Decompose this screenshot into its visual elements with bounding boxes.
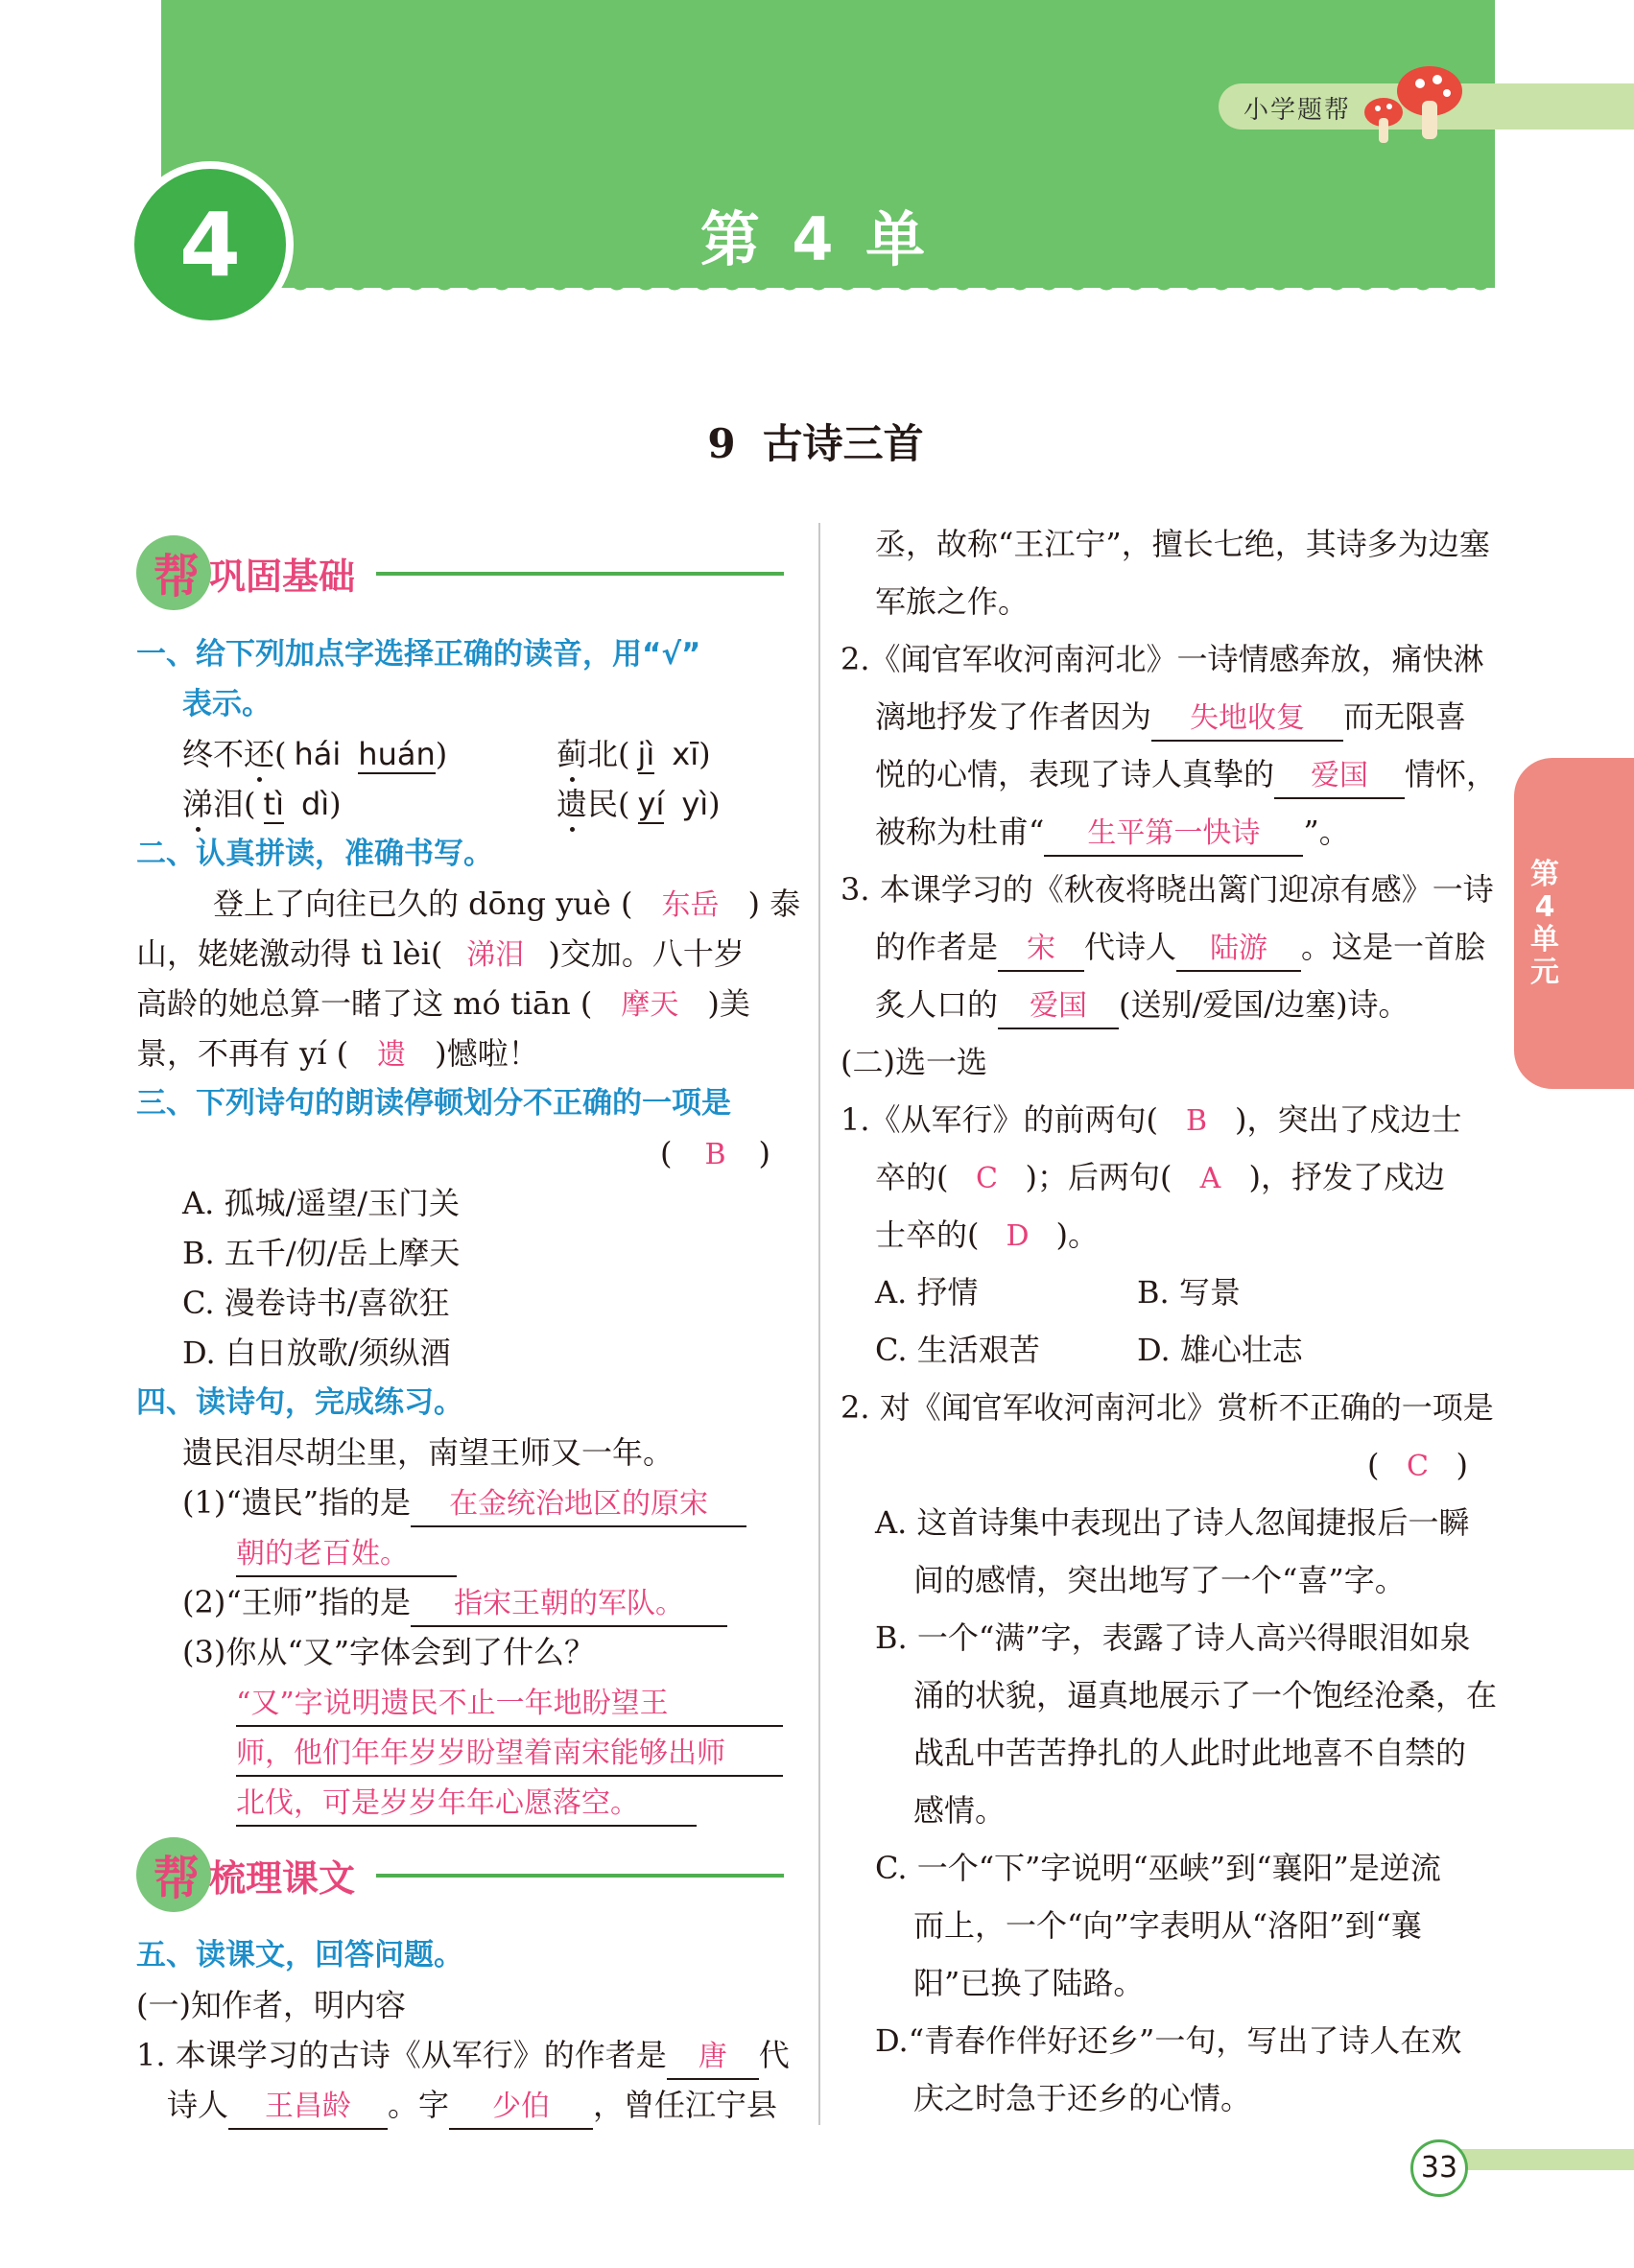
answer: 唐: [667, 2036, 759, 2080]
q4-title: 四、读诗句，完成练习。: [136, 1385, 463, 1420]
q5-select-2-stem: 2. 对《闻官军收河南河北》赏析不正确的一项是: [841, 1389, 1494, 1426]
brand-label: 小学题帮: [1243, 96, 1352, 125]
answer: 摩天: [621, 988, 679, 1022]
text: 被称为杜甫“: [875, 814, 1045, 850]
text: 情怀，: [1405, 756, 1498, 792]
word-text: 北(: [587, 736, 630, 772]
q3-option-a: A. 孤城/遥望/玉门关: [182, 1185, 461, 1221]
pinyin-option-selected[interactable]: jì: [637, 736, 655, 772]
section-title: 巩固基础: [209, 555, 356, 598]
text: )。: [1055, 1217, 1099, 1253]
q2-line-1: [213, 883, 800, 927]
q5-select-2-c-3: 阳”已换了陆路。: [913, 1965, 1145, 2001]
q5-sub-1: (一)知作者，明内容: [136, 1987, 406, 2023]
answer: 生平第一快诗: [1044, 813, 1303, 857]
q5-item-3-line-3: [875, 983, 1409, 1029]
q3-answer-line: [660, 1132, 770, 1176]
answer: 师，他们年年岁岁盼望着南宋能够出师: [236, 1733, 783, 1777]
text: )，突出了戍边士: [1235, 1101, 1462, 1138]
pinyin-option-selected[interactable]: tì: [263, 786, 284, 822]
answer: B: [1186, 1104, 1208, 1138]
q2-title: 二、认真拼读，准确书写。: [136, 837, 493, 871]
q5-select-2-c-1: C. 一个“下”字说明“巫峡”到“襄阳”是逆流: [875, 1850, 1441, 1886]
answer: 少伯: [449, 2086, 593, 2130]
q5-item-2-line-2: [875, 696, 1466, 742]
answer: 东岳: [661, 888, 720, 922]
dotted-char: 蓟: [557, 736, 588, 772]
text: 诗人: [167, 2087, 229, 2123]
text: 山，姥姥激动得 tì lèi(: [136, 935, 443, 972]
q5-select-2-a-1: A. 这首诗集中表现出了诗人忽闻捷报后一瞬: [875, 1504, 1470, 1541]
q2-line-3: [136, 982, 750, 1027]
word-text: 泪(: [213, 786, 256, 822]
text: )美: [707, 985, 750, 1022]
q5-item-2-line-3: [875, 753, 1497, 799]
text: (2)“王师”指的是: [182, 1584, 412, 1620]
lesson-name: 古诗三首: [762, 420, 924, 467]
answer: 涕泪: [466, 938, 525, 972]
q5-select-2-d-1: D.“青春作伴好还乡”一句，写出了诗人在欢: [875, 2022, 1462, 2059]
q4-part-3-ans-1: [236, 1681, 783, 1727]
q4-part-3-ans-2: [236, 1731, 783, 1777]
paren: ): [435, 736, 448, 772]
q5-select-2-b-1: B. 一个“满”字，表露了诗人高兴得眼泪如泉: [875, 1619, 1471, 1656]
answer: 爱国: [998, 985, 1119, 1029]
unit-number-badge: [134, 169, 286, 320]
q5-item-2-line-4: [875, 811, 1350, 857]
q4-poem: 遗民泪尽胡尘里，南望王师又一年。: [182, 1434, 675, 1471]
text: ”。: [1303, 814, 1350, 850]
paren: (: [1367, 1447, 1380, 1483]
text: 卒的(: [875, 1159, 949, 1195]
q5-select-1-line-1: [841, 1099, 1462, 1143]
q4-part-1: [182, 1481, 746, 1527]
section-rule: [376, 1874, 784, 1878]
q1-item-2: [557, 733, 711, 775]
answer: 朝的老百姓。: [236, 1533, 457, 1577]
q3-option-c: C. 漫卷诗书/喜欲狂: [182, 1285, 450, 1321]
q5-item-1-line-2: [167, 2084, 777, 2130]
text: 的作者是: [875, 929, 999, 965]
answer: “又”字说明遗民不止一年地盼望王: [236, 1683, 783, 1727]
answer: 宋: [998, 928, 1084, 972]
q5-select-2-answer-line: [1367, 1444, 1468, 1488]
paren: ): [1456, 1447, 1468, 1483]
pinyin-option-selected[interactable]: yí: [637, 786, 665, 822]
text: 。这是一首脍: [1301, 929, 1486, 965]
q5-item-2-line-1: 2.《闻官军收河南河北》一诗情感奔放，痛快淋: [841, 641, 1484, 677]
text: )，抒发了戍边: [1248, 1159, 1445, 1195]
text: 悦的心情，表现了诗人真挚的: [875, 756, 1275, 792]
text: 高龄的她总算一睹了这 mó tiān (: [136, 985, 593, 1022]
text: 1. 本课学习的古诗《从军行》的作者是: [136, 2037, 667, 2073]
answer: 遗: [377, 1038, 407, 1072]
answer: 爱国: [1274, 755, 1405, 799]
answer: 王昌龄: [228, 2086, 388, 2130]
paren: ): [708, 786, 721, 822]
page-number: 33: [1410, 2139, 1468, 2197]
word-text: 终不: [182, 736, 245, 772]
text: 景，不再有 yí (: [136, 1035, 349, 1072]
text: 代: [758, 2037, 790, 2073]
mushroom-icon: [1353, 53, 1468, 149]
q5-select-2-d-2: 庆之时急于还乡的心情。: [913, 2080, 1252, 2116]
answer: 失地收复: [1151, 697, 1343, 742]
unit-title: 第 4 单元: [699, 204, 932, 360]
q5-select-2-a-2: 间的感情，突出地写了一个“喜”字。: [913, 1562, 1406, 1598]
unit-number: 4: [178, 193, 241, 296]
answer: C: [1407, 1450, 1429, 1483]
section-badge-char: 帮: [154, 550, 201, 603]
text: (送别/爱国/边塞)诗。: [1119, 986, 1409, 1023]
text: 炙人口的: [875, 986, 999, 1023]
text: )交加。八十岁: [548, 935, 745, 972]
text: )憾啦！: [435, 1035, 539, 1072]
answer: 在金统治地区的原宋: [411, 1483, 746, 1527]
q3-title: 三、下列诗句的朗读停顿划分不正确的一项是: [136, 1086, 731, 1121]
lesson-title: [576, 413, 1055, 470]
text: 登上了向往已久的 dōng yuè (: [213, 886, 633, 922]
q5-select-1-option-b: B. 写景: [1137, 1274, 1241, 1311]
answer: B: [704, 1138, 726, 1171]
lesson-number: 9: [707, 420, 736, 467]
text: ) 泰: [747, 886, 801, 922]
dotted-char: 遗: [557, 786, 588, 822]
q5-select-1-option-c: C. 生活艰苦: [875, 1332, 1040, 1368]
text: 1.《从军行》的前两句(: [841, 1101, 1159, 1138]
answer: A: [1199, 1162, 1221, 1195]
q1-item-4: [557, 783, 721, 825]
text: )；后两句(: [1025, 1159, 1172, 1195]
section-header-review: [136, 1837, 789, 1914]
q5-title: 五、读课文，回答问题。: [136, 1938, 463, 1973]
q5-item-1-line-1: [136, 2034, 790, 2080]
text: ，曾任江宁县: [593, 2087, 778, 2123]
q4-part-1-cont: [236, 1531, 457, 1577]
dotted-char: 涕: [182, 786, 214, 822]
dotted-char: 还: [244, 736, 275, 772]
text: 。字: [388, 2087, 450, 2123]
q5-item-1-line-4: 军旅之作。: [875, 583, 1030, 620]
q3-option-d: D. 白日放歌/须纵酒: [182, 1335, 451, 1371]
paren: ): [699, 736, 711, 772]
q4-part-3-ans-3: [236, 1781, 697, 1827]
paren: ): [758, 1135, 770, 1171]
q1-title-cont: 表示。: [182, 687, 272, 721]
q5-select-2-c-2: 而上，一个“向”字表明从“洛阳”到“襄: [913, 1907, 1422, 1944]
pinyin-option[interactable]: yì: [681, 786, 709, 822]
section-title: 梳理课文: [209, 1857, 356, 1900]
q1-title: 一、给下列加点字选择正确的读音，用“√”: [136, 637, 701, 672]
q2-line-4: [136, 1032, 539, 1076]
q5-item-1-line-3: 丞，故称“王江宁”，擅长七绝，其诗多为边塞: [875, 526, 1490, 562]
word-text: (: [274, 736, 287, 772]
text: 代诗人: [1084, 929, 1177, 965]
q2-line-2: [136, 933, 745, 977]
answer: D: [1006, 1219, 1030, 1253]
q4-part-3: (3)你从“又”字体会到了什么？: [182, 1634, 596, 1670]
section-badge-char: 帮: [154, 1852, 201, 1905]
word-text: 民(: [587, 786, 630, 822]
q5-select-1-line-2: [875, 1156, 1445, 1200]
q5-item-3-line-1: 3. 本课学习的《秋夜将晓出篱门迎凉有感》一诗: [841, 871, 1494, 908]
answer: 陆游: [1176, 928, 1301, 972]
pinyin-option-selected[interactable]: huán: [358, 736, 436, 772]
pinyin-option[interactable]: xī: [672, 736, 699, 772]
q5-select-1-option-d: D. 雄心壮志: [1137, 1332, 1303, 1368]
q3-option-b: B. 五千/仞/岳上摩天: [182, 1235, 461, 1271]
answer: 指宋王朝的军队。: [411, 1583, 727, 1627]
side-tab-label: 第4单元: [1530, 858, 1559, 989]
q5-select-1-option-a: A. 抒情: [875, 1274, 979, 1311]
q5-select-2-b-3: 战乱中苦苦挣扎的人此时此地喜不自禁的: [913, 1735, 1467, 1771]
q5-select-1-line-3: [875, 1214, 1099, 1258]
text: 士卒的(: [875, 1217, 980, 1253]
section-header-basics: [136, 535, 789, 612]
pinyin-option[interactable]: dì: [300, 786, 330, 822]
answer: C: [976, 1162, 998, 1195]
q5-select-2-b-4: 感情。: [913, 1792, 1006, 1829]
answer: 北伐，可是岁岁年年心愿落空。: [236, 1783, 697, 1827]
q1-item-3: [182, 783, 342, 825]
paren: (: [660, 1135, 673, 1171]
column-divider: [818, 523, 820, 2125]
pinyin-option[interactable]: hái: [294, 736, 342, 772]
section-rule: [376, 572, 784, 576]
q4-part-2: [182, 1581, 727, 1627]
q5-select-2-b-2: 涌的状貌，逼真地展示了一个饱经沧桑，在: [913, 1677, 1498, 1713]
paren: ): [329, 786, 342, 822]
q1-item-1: [182, 733, 447, 775]
q5-sub-2: (二)选一选: [841, 1044, 987, 1080]
text: 漓地抒发了作者因为: [875, 698, 1152, 735]
text: 而无限喜: [1343, 698, 1467, 735]
text: (1)“遗民”指的是: [182, 1484, 412, 1521]
q5-item-3-line-2: [875, 926, 1485, 972]
